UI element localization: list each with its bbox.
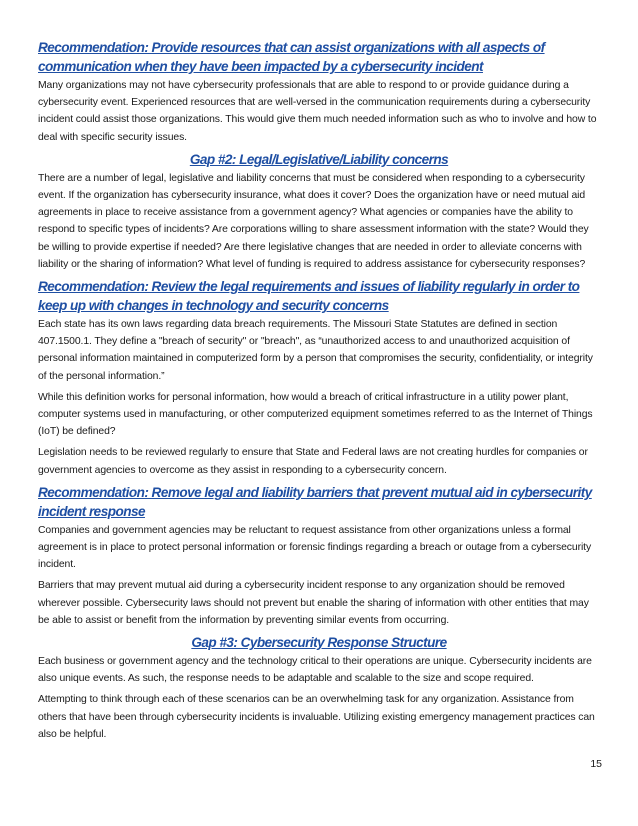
- recommendation-heading: Recommendation: Remove legal and liability barriers that prevent mutual aid in cybersecurity incident response: [38, 484, 592, 519]
- body-paragraph: Barriers that may prevent mutual aid during a cybersecurity incident response to any organization should be removed wherever possible. Cybersecurity laws should not prevent but enable the sharing of information with other entities that may be able to assist or benefit from the information by preventing similar events from occurring.: [38, 580, 589, 626]
- body-paragraph: Many organizations may not have cybersecurity professionals that are able to respond to or provide guidance during a cybersecurity event. Experienced resources that are well-versed in the communication requirements during a cybersecurity incident could assist those organizations. This would give them much needed information such as who to involve and how to deal with specific security issues.: [38, 80, 597, 143]
- body-paragraph: Each state has its own laws regarding data breach requirements. The Missouri State Statutes are defined in section 407.1500.1. They define a "breach of security" or "breach", as “unauthorized access to and unauthorized acquisition of personal information maintained in computerized form by a person that compromises the security, confidentiality, or integrity of the personal information.”: [38, 319, 593, 382]
- body-paragraph: There are a number of legal, legislative and liability concerns that must be considered when responding to a cybersecurity event. If the organization has cybersecurity insurance, what does it cover? Does the organization have or need mutual aid agreements in place to receive assistance from a government agency? What agencies or companies have the ability to respond to specific types of incidents? Are corporations willing to share assessment information with the state? Would they be willing to provide expertise if needed? Are there legislative changes that are needed in order to alleviate concerns with liability or the sharing of information? What level of funding is required to address assistance for cybersecurity responses?: [38, 172, 589, 270]
- recommendation-heading: Recommendation: Provide resources that can assist organizations with all aspects of communication when they have been impacted by a cybersecurity incident: [38, 40, 545, 74]
- body-paragraph: Legislation needs to be reviewed regularly to ensure that State and Federal laws are not creating hurdles for companies or government agencies to overcome as they assist in responding to a cybersecurity concern.: [38, 447, 588, 476]
- body-paragraph: While this definition works for personal information, how would a breach of critical infrastructure in a utility power plant, computer systems used in manufacturing, or other computerized equipment sometimes referred to as the Internet of Things (IoT) be defined?: [38, 391, 593, 438]
- gap-heading: Gap #2: Legal/Legislative/Liability concerns: [189, 151, 449, 167]
- recommendation-heading: Recommendation: Review the legal requirements and issues of liability regularly in order to keep up with changes in technology and security concerns: [38, 279, 580, 314]
- body-paragraph: Each business or government agency and the technology critical to their operations are unique. Cybersecurity incidents are also unique events. As such, the response needs to be adaptable and scalable to the size and scope required.: [38, 656, 592, 685]
- body-paragraph: Companies and government agencies may be reluctant to request assistance from other organizations unless a formal agreement is in place to protect personal information or forensic findings regarding a breach or outage from a cybersecurity incident.: [38, 524, 592, 571]
- body-paragraph: Attempting to think through each of these scenarios can be an overwhelming task for any organization. Assistance from others that have been through cybersecurity incidents is invaluable. Utilizing existing emergency management practices can also be helpful.: [38, 694, 595, 740]
- gap-heading: Gap #3: Cybersecurity Response Structure: [191, 635, 447, 651]
- page-number: 15: [590, 758, 602, 770]
